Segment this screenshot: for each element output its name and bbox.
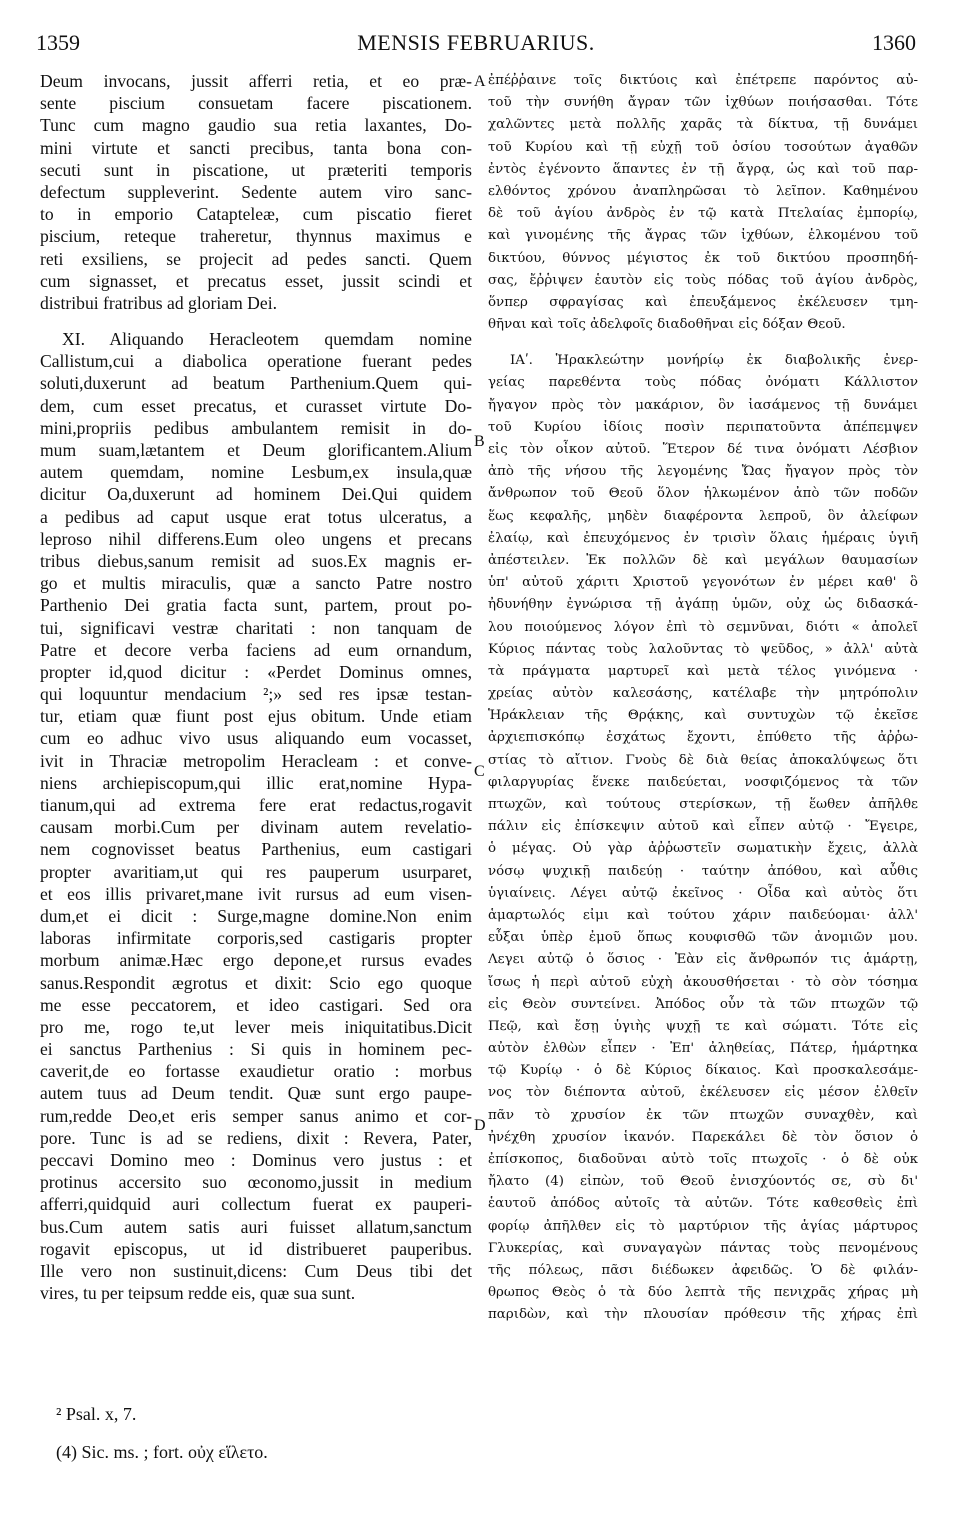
text-line: defectum suppleverint. Sedente autem viro sanc- bbox=[40, 181, 472, 202]
text-line: πᾶν τὸ χρυσίον ἐκ τῶν πτωχῶν συναχθὲν, καὶ bbox=[488, 1107, 918, 1123]
text-line: ἕως κεφαλῆς, μηδὲν διαφέροντα λεπροῦ, ὃν ἀλείφων bbox=[488, 508, 918, 524]
section-marker-c: C bbox=[474, 763, 485, 780]
text-line: τῆς πόλεως, πᾶσι διέδωκεν ἀφειδῶς. Ὁ δὲ φιλάν- bbox=[488, 1262, 918, 1278]
text-line: ὅνπερ σφραγίσας καὶ ἐπευξάμενος ἐκέλευσεν τμη- bbox=[488, 294, 918, 310]
text-line: soluti,duxerunt ad beatum Parthenium.Quem qui- bbox=[40, 373, 472, 394]
greek-column bbox=[488, 70, 918, 1327]
text-line: ἁμαρτωλός εἰμι καὶ τούτου χάριν παιδεύομαι· ἀλλ' bbox=[488, 907, 918, 923]
text-line: ἴσως ἡ περὶ αὐτοῦ εὐχὴ ἀκουσθήσεται · τὸ σὸν τόσημα bbox=[488, 974, 918, 990]
text-line: secuti sunt in piscatione, ut præteriti temporis bbox=[40, 159, 472, 180]
text-line: τὰ πράγματα μαρτυρεῖ καὶ μετὰ τέλος γινόμενα · bbox=[488, 663, 918, 679]
text-line: ἠδυνήθην ἐγνώρισα τῇ ἀγάπῃ ὑμῶν, οὐχ ὡς διδασκά- bbox=[488, 597, 918, 613]
text-line: a pedibus ad caput usque erat totus ulceratus, a bbox=[40, 506, 472, 527]
text-line: σας, ἔῤῥιψεν ἑαυτὸν εἰς τοὺς πόδας τοῦ ἁγίου ἀνδρὸς, bbox=[488, 272, 918, 288]
text-line: αὐτὸν ἐλθὼν εἶπεν · Ἐπ' ἀληθείας, Πάτερ, ἡμάρτηκα bbox=[488, 1041, 918, 1057]
text-line: pore. Tunc is ad se rediens, dixit : Revera, Pater, bbox=[40, 1127, 472, 1148]
text-line: πάλιν εἰς ἐπίσκεψιν αὐτοῦ καὶ εἶπεν αὐτῷ · Ἔγειρε, bbox=[488, 819, 918, 835]
latin-column bbox=[40, 70, 472, 1304]
text-line: ἀρχιεπισκόπῳ ἐσχάτως ἔχοντι, ἐπύθετο τῆς ἀῤῥω- bbox=[488, 730, 918, 746]
text-line: γείας παρεθέντα τοὺς πόδας ὀνόματι Κάλλιστον bbox=[488, 375, 918, 391]
text-line: δὲ τοῦ ἁγίου ἀνδρὸς ἐν τῷ κατὰ Πτελαίας ἐμπορίῳ, bbox=[488, 206, 918, 222]
text-line: ἑαυτοῦ ἀπόδος αὐτοῖς τὰ αὐτῶν. Τότε καθεσθεὶς ἐπὶ bbox=[488, 1196, 918, 1212]
text-line: Κύριος πάντας τοὺς λαλοῦντας τὸ ψεῦδος, » ἀλλ' αὐτὰ bbox=[488, 641, 918, 657]
text-line: ἀπὸ τῆς νήσου τῆς λεγομένης Ὤας ἤγαγον πρὸς τὸν bbox=[488, 464, 918, 480]
text-line: piscium, reteque traheretur, thynnus maximus e bbox=[40, 226, 472, 247]
text-line: δικτύου, θύννος μέγιστος ἐκ τοῦ δικτύου προσπηδή- bbox=[488, 250, 918, 266]
text-line: autem tuus ad Deum tendit. Quæ sunt ergo paupe- bbox=[40, 1083, 472, 1104]
text-line: causam morbi.Cum per divinam autem revelatio- bbox=[40, 817, 472, 838]
text-line: XI. Aliquando Heracleotem quemdam nomine bbox=[62, 329, 472, 350]
text-line: mini virtute et sancti precibus, tanta bona con- bbox=[40, 137, 472, 158]
text-line: Ille vero non sustinuit,dicens: Cum Deus tibi det bbox=[40, 1260, 472, 1281]
text-line: caverit,de eo fortasse exaudietur oratio : morbus bbox=[40, 1061, 472, 1082]
text-line: niens archiepiscopum,qui illic erat,nomine Hypa- bbox=[40, 772, 472, 793]
page-number-left: 1359 bbox=[36, 30, 80, 55]
text-line: to in emporio Catapteleæ, cum piscatio fieret bbox=[40, 204, 472, 225]
text-line: pro me, rogo te,ut lever meis iniquitatibus.Dicit bbox=[40, 1016, 472, 1037]
text-line: παριδὼν, καὶ τὴν πλουσίαν πρόθεσιν τῆς χήρας ἐπὶ bbox=[488, 1307, 918, 1323]
text-line: εἰς Θεὸν συντείνει. Ἀπόδος οὖν τὰ τῶν πτωχῶν τῷ bbox=[488, 996, 918, 1012]
text-line: propter id,quod dicitur : «Perdet Dominus omnes, bbox=[40, 661, 472, 682]
text-line: στίας τὸ αἴτιον. Γνοὺς δὲ διὰ θείας ἀποκαλύψεως ὅτι bbox=[488, 752, 918, 768]
text-line: ἠνέχθη χρυσίον ἱκανόν. Παρεκάλει δὲ τὸν ὅσιον ὁ bbox=[488, 1129, 918, 1145]
text-line: νος τὸν διέποντα αὐτοῦ, ἐκέλευσεν εἰς μέσον ἐλθεῖν bbox=[488, 1085, 918, 1101]
text-line: ivit in Thraciæ metropolim Heracleam : et conve- bbox=[40, 750, 472, 771]
text-line: εὖξαι ὑπὲρ ἐμοῦ ὅπως κουφισθῶ τῶν ἀνομιῶν μου. bbox=[488, 930, 918, 946]
text-line: ὑπ' αὐτοῦ χάριτι Χριστοῦ γεγονότων ἐν μέρει καθ' ὃ bbox=[488, 575, 918, 591]
text-line: ἐντὸς ἐγένοντο ἅπαντες ἐν τῇ ἄγρᾳ, ὡς καὶ τοῦ παρ- bbox=[488, 161, 918, 177]
text-line: me esse peccatorem, et ideo castigari. Sed ora bbox=[40, 994, 472, 1015]
text-line: χαλῶντες μετὰ πολλῆς χαρᾶς τὰ δίκτυα, τῇ δυνάμει bbox=[488, 117, 918, 133]
section-marker-a: A bbox=[474, 73, 486, 90]
text-line: θρωπος Θεὸς ὁ τὰ δύο λεπτὰ τῆς πενιχρᾶς χήρας μὴ bbox=[488, 1285, 918, 1301]
text-line: afferri,quidquid auri collectum fuerat ex pauperi- bbox=[40, 1194, 472, 1215]
text-line: propter avaritiam,ut qui res pauperum usurparet, bbox=[40, 861, 472, 882]
section-marker-b: B bbox=[474, 433, 485, 450]
text-line: tianum,qui ad extrema fere erat redactus,rogavit bbox=[40, 795, 472, 815]
text-line: ἤλατο (4) εἰπὼν, τοῦ Θεοῦ ἐνισχύοντός σε, σὺ δι' bbox=[488, 1174, 918, 1190]
text-line: laboras infirmitate corporis,sed castigaris propter bbox=[40, 928, 472, 949]
text-line: go et multis miraculis, quæ a sancto Patre nostro bbox=[40, 573, 472, 594]
text-line: τοῦ Κυρίου ἰδίοις ποσὶν περιπατοῦντα ἀπέπεμψεν bbox=[488, 419, 918, 435]
text-line: ὑγιαίνεις. Λέγει αὐτῷ ἐκεῖνος · Οἶδα καὶ αὐτὸς ὅτι bbox=[488, 885, 918, 901]
text-line: χρείας αὐτὸν καλεσάσης, κατέλαβε τὴν μητρόπολιν bbox=[488, 686, 918, 702]
text-line: dem, cum esset precatus, et curasset virtute Do- bbox=[40, 395, 472, 416]
text-line: bus.Cum autem satis auri fuisset allatum,sanctum bbox=[40, 1216, 472, 1237]
text-line: autem quemdam, nomine Lesbum,ex insula,quæ bbox=[40, 462, 472, 483]
text-line: Deum invocans, jussit afferri retia, et eo præ- bbox=[40, 71, 472, 91]
text-line: Patre et decore verba faciens ad eum ornandum, bbox=[40, 639, 472, 660]
text-line: τοῦ τὴν συνήθη ἄγραν τῶν ἰχθύων ποιήσασθαι. Τότε bbox=[488, 95, 918, 111]
text-line: καὶ γινομένης τῆς ἄγρας τῶν ἰχθύων, ἑλκομένου τοῦ bbox=[488, 228, 918, 244]
text-line: Ἡράκλειαν τῆς Θρᾴκης, καὶ συντυχὼν τῷ ἐκεῖσε bbox=[488, 708, 918, 724]
text-line: Tunc cum magno gaudio sua retia laxantes, Do- bbox=[40, 115, 472, 136]
text-line: ei sanctus Parthenius : Si quis in hominem pec- bbox=[40, 1039, 472, 1060]
text-line: tui, significavi vestræ charitati : non tanquam de bbox=[40, 617, 472, 638]
text-line: ΙΑʹ. Ἡρακλεώτην μονήρίῳ ἐκ διαβολικῆς ἐνερ- bbox=[510, 353, 918, 369]
text-line: vires, tu per teipsum redde eis, quæ sua sunt. bbox=[40, 1283, 356, 1304]
text-line: rogavit episcopus, ut id distribueret pauperibus. bbox=[40, 1238, 472, 1259]
text-line: cum eo adhuc vivo usus aliquando eum vocasset, bbox=[40, 728, 472, 749]
text-line: ὁ μέγας. Οὐ γὰρ ἀῤῥωστεῖν σωματικὴν ἔχεις, ἀλλὰ bbox=[488, 841, 918, 857]
text-line: φορίῳ ἀπῆλθεν εἰς τὸ μαρτύριον τῆς ἁγίας μάρτυρος bbox=[488, 1218, 918, 1234]
running-header bbox=[36, 30, 916, 60]
text-line: mum suam,lætantem et Deum glorificantem.Alium bbox=[40, 440, 472, 460]
text-line: λου ποιούμενος λόγον ἐπὶ τὸ σεμνῦναι, διότι « ἀπολεῖ bbox=[488, 619, 918, 635]
text-line: cum signasset, et precatus esset, jussit scindi et bbox=[40, 270, 472, 291]
text-line: dum,et ei dicit : Surge,magne domine.Non enim bbox=[40, 905, 472, 926]
text-line: sanus.Respondit ægrotus et dixit: Scio ego quoque bbox=[40, 972, 472, 993]
text-line: ἀπέστειλεν. Ἐκ πολλῶν δὲ καὶ μεγάλων θαυμασίων bbox=[488, 552, 918, 568]
text-line: ἄνθρωπον τοῦ Θεοῦ ὅλον ἡλκωμένον ἀπὸ τῶν ποδῶν bbox=[488, 486, 918, 502]
text-line: νόσῳ ψυχικῇ παιδεύῃ · ταύτην ἀπόθου, καὶ αὖθις bbox=[488, 863, 918, 879]
page-number-right: 1360 bbox=[872, 30, 916, 55]
text-line: leproso nihil differens.Eum oleo ungens et precans bbox=[40, 528, 472, 549]
text-line: πτωχῶν, καὶ τούτους στερίσκων, τῇ ἕωθεν ἀπῆλθε bbox=[488, 797, 918, 812]
text-line: qui loquuntur mendacium ²;» sed res ipsæ testan- bbox=[40, 684, 472, 705]
text-line: morbum animæ.Hæc ergo depone,et rursus evades bbox=[40, 950, 472, 971]
text-line: θῆναι καὶ τοῖς ἀδελφοῖς διαδοθῆναι εἰς δόξαν Θεοῦ. bbox=[488, 317, 846, 333]
section-marker-d: D bbox=[474, 1117, 486, 1134]
text-line: et eos illis privaret,mane ivit rursus ad eum visen- bbox=[40, 883, 472, 904]
text-line: peccavi Domino meo : Dominus vero justus : et bbox=[40, 1150, 472, 1170]
text-line: εἰς τὸν οἶκον αὐτοῦ. Ἕτερον δέ τινα ὀνόματι Λέσβιον bbox=[488, 442, 918, 457]
text-line: ἐπίσκοπος, διαδοῦναι αὐτὸ τοῖς πτωχοῖς · ὁ δὲ οὐκ bbox=[488, 1152, 918, 1167]
text-line: Parthenio Dei gratia facta sunt, partem, prout po- bbox=[40, 595, 472, 616]
page-title: MENSIS FEBRUARIUS. bbox=[357, 30, 595, 55]
text-line: mini,propriis pedibus ambulantem remisit in do- bbox=[40, 417, 472, 438]
text-line: Πεῷ, καὶ ἔσῃ ὑγιὴς ψυχῇ τε καὶ σώματι. Τότε εἰς bbox=[488, 1018, 918, 1034]
text-line: dicitur Oa,duxerunt ad hominem Dei.Qui quidem bbox=[40, 484, 472, 505]
text-line: Callistum,cui a diabolica operatione fuerant pedes bbox=[40, 351, 472, 372]
text-line: ἤγαγον πρὸς τὸν μακάριον, ὃν ἰασάμενος τῇ δυνάμει bbox=[488, 397, 918, 413]
text-line: sente piscium consuetam facere piscationem. bbox=[40, 93, 472, 114]
footnote-2: ² Psal. x, 7. bbox=[56, 1404, 137, 1424]
text-line: ελθόντος χρόνου ἀναπληρῶσαι τὸ λεῖπον. Καθημένου bbox=[488, 183, 918, 199]
text-line: distribui fratribus ad gloriam Dei. bbox=[40, 292, 277, 313]
text-line: ἐπέῤῥαινε τοῖς δικτύοις καὶ ἐπέτρεπε παρόντος αὐ- bbox=[488, 73, 918, 88]
text-line: protinus accersito suo œconomo,jussit in medium bbox=[40, 1172, 472, 1193]
footnote-4: (4) Sic. ms. ; fort. οὐχ εἵλετο. bbox=[56, 1442, 268, 1462]
text-line: nem cognovisset beatus Parthenius, eum castigari bbox=[40, 839, 472, 860]
text-line: Λεγει αὐτῷ ὁ ὅσιος · Ἐὰν εἰς ἄνθρωπόν τις ἁμάρτῃ, bbox=[488, 952, 918, 968]
text-line: τοῦ Κυρίου καὶ τῇ εὐχῇ τοῦ ὁσίου τοσούτων ἀγαθῶν bbox=[488, 139, 918, 155]
text-line: τῷ Κυρίῳ · ὁ δὲ Κύριος δίκαιος. Καὶ προσκαλεσάμε- bbox=[488, 1063, 918, 1079]
text-line: reti exsiliens, se projecit ad pedes sancti. Quem bbox=[40, 248, 472, 269]
text-line: rum,redde Deo,et eris semper sanus animo et cor- bbox=[40, 1105, 472, 1126]
text-line: tur, etiam quæ fiunt post ejus obitum. Unde etiam bbox=[40, 706, 472, 727]
text-line: ἐλαίῳ, καὶ ἐπευχόμενος ἐν τρισὶν ὅλαις ἡμέραις ὑγιῆ bbox=[488, 530, 918, 546]
text-line: φιλαργυρίας ἕνεκε παιδεύεται, νοσφιζόμενος τὰ τῶν bbox=[488, 774, 918, 790]
text-line: tribus diebus,sanum remisit ad suos.Ex magnis er- bbox=[40, 550, 472, 571]
text-line: Γλυκερίας, καὶ συναγαγὼν πάντας τοὺς πενομένους bbox=[488, 1240, 918, 1256]
